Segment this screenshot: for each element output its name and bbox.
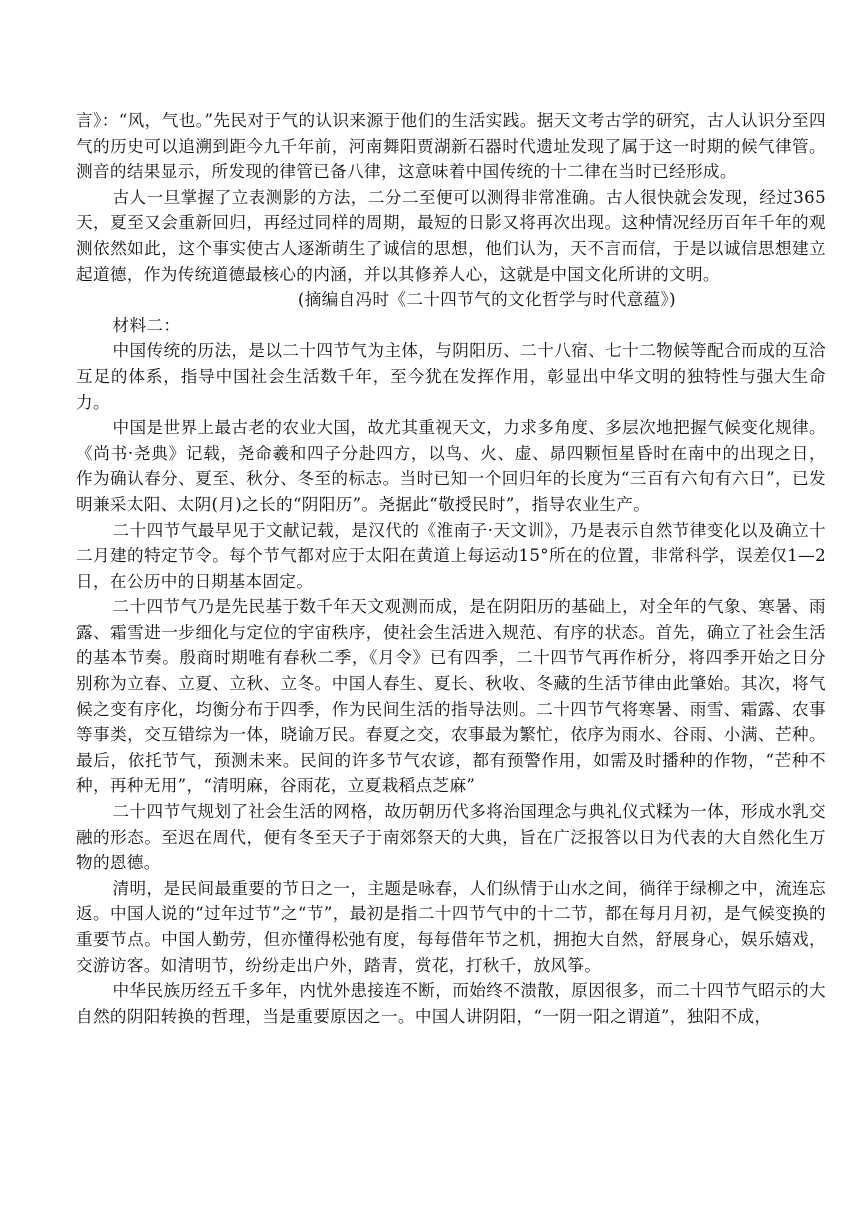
paragraph: 中华民族历经五千多年，内忧外患接连不断，而始终不溃散，原因很多，而二十四节气昭示的大自然的阴阳转换的哲理，当是重要原因之一。中国人讲阴阳，“一阴一阳之谓道”，独阳不成，: [76, 981, 826, 1026]
paragraph: 中国传统的历法，是以二十四节气为主体，与阴阳历、二十八宿、七十二物候等配合而成的互洽互足的体系，指导中国社会生活数千年，至今犹在发挥作用，彰显出中华文明的独特性与强大生命力。: [76, 341, 826, 412]
paragraph: 中国是世界上最古老的农业大国，故尤其重视天文，力求多角度、多层次地把握气候变化规律。《尚书·尧典》记载，尧命羲和四子分赴四方，以鸟、火、虚、昴四颗恒星昏时在南中的出现之日，作为确认春分、夏至、秋分、冬至的标志。当时已知一个回归年的长度为“三百有六旬有六日”，已发明兼采太阳、太阴(月)之长的“阴阳历”。尧据此“敬授民时”，指导农业生产。: [76, 418, 826, 514]
source-note: (摘编自冯时《二十四节气的文化哲学与时代意蕴》): [297, 290, 676, 310]
source-note-row: [76, 287, 826, 313]
paragraph: 清明，是民间最重要的节日之一，主题是咏春，人们纵情于山水之间，徜徉于绿柳之中，流连忘返。中国人说的“过年过节”之“节”，最初是指二十四节气中的十二节，都在每月月初，是气候变换的重要节点。中国人勤劳，但亦懂得松弛有度，每每借年节之机，拥抱大自然，舒展身心，娱乐嬉戏，交游访客。如清明节，纷纷走出户外，踏青，赏花，打秋千，放风筝。: [76, 878, 826, 975]
document-body: [76, 108, 826, 1029]
paragraph: 古人一旦掌握了立表测影的方法，二分二至便可以测得非常准确。古人很快就会发现，经过365天，夏至又会重新回归，再经过同样的周期，最短的日影又将再次出现。这种情况经历百年千年的观测依然如此，这个事实使古人逐渐萌生了诚信的思想，他们认为，天不言而信，于是以诚信思想建立起道德，作为传统道德最核心的内涵，并以其修养人心，这就是中国文化所讲的文明。: [76, 187, 826, 284]
material-label: 材料二：: [112, 315, 181, 335]
paragraph: 二十四节气乃是先民基于数千年天文观测而成，是在阴阳历的基础上，对全年的气象、寒暑、雨露、霜雪进一步细化与定位的宇宙秩序，使社会生活进入规范、有序的状态。首先，确立了社会生活的基本节奏。殷商时期唯有春秋二季，《月令》已有四季，二十四节气再作析分，将四季开始之日分别称为立春、立夏、立秋、立冬。中国人春生、夏长、秋收、冬藏的生活节律由此肇始。其次，将气候之变有序化，均衡分布于四季，作为民间生活的指导法则。二十四节气将寒暑、雨雪、霜露、农事等事类，交互错综为一体，晓谕万民。春夏之交，农事最为繁忙，依序为雨水、谷雨、小满、芒种。最后，依托节气，预测未来。民间的许多节气农谚，都有预警作用，如需及时播种的作物，“芒种不种，再种无用”，“清明麻，谷雨花，立夏栽稻点芝麻”: [76, 597, 826, 796]
paragraph: 二十四节气规划了社会生活的网格，故历朝历代多将治国理念与典礼仪式糅为一体，形成水乳交融的形态。至迟在周代，便有冬至天子于南郊祭天的大典，旨在广泛报答以日为代表的大自然化生万物的恩德。: [76, 802, 826, 873]
paragraph: 言》：“风，气也。”先民对于气的认识来源于他们的生活实践。据天文考古学的研究，古人认识分至四气的历史可以追溯到距今九千年前，河南舞阳贾湖新石器时代遗址发现了属于这一时期的候气律管。测音的结果显示，所发现的律管已备八律，这意味着中国传统的十二律在当时已经形成。: [76, 111, 826, 182]
paragraph: 二十四节气最早见于文献记载，是汉代的《淮南子·天文训》，乃是表示自然节律变化以及确立十二月建的特定节令。每个节气都对应于太阳在黄道上每运动15°所在的位置，非常科学，误差仅1—2日，在公历中的日期基本固定。: [76, 520, 826, 591]
